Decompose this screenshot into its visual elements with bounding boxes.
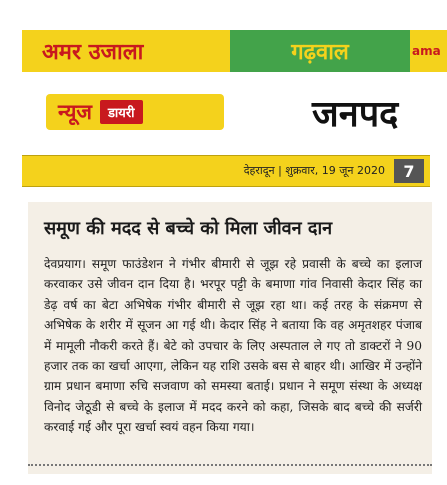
clipping-edge (28, 464, 432, 476)
edition-date: देहरादून | शुक्रवार, 19 जून 2020 (243, 164, 385, 177)
masthead (22, 30, 447, 72)
brand-name: अमर उजाला (42, 40, 144, 65)
article-body: देवप्रयाग। समूण फाउंडेशन ने गंभीर बीमारी से जूझ रहे प्रवासी के बच्चे का इलाज करवाकर उसे जीवन दान दिया है। भरपूर पट्टी के बमाणा गांव निवासी केदार सिंह का डेढ़ वर्ष का बेटा अभिषेक गंभीर बीमारी से जूझ रहा था। कई तरह के संक्रमण से अभिषेक के शरीर में सूजन आ गई थी। केदार सिंह ने बताया कि वह अमृतशहर पंजाब में मामूली नौकरी करते हैं। बेटे को उपचार के लिए अस्पताल ले गए तो डाक्टरों ने 90 हजार तक का खर्चा आएगा, लेकिन यह राशि उसके बस से बाहर थी। आखिर में उन्होंने ग्राम प्रधान बमाणा रुचि सजवाण को समस्या बताई। प्रधान ने समूण संस्था के अध्यक्ष विनोद जेठूडी से बच्चे के इलाज में मदद करने को कहा, जिसके बाद बच्चे की सर्जरी करवाई गई और पूरा खर्चा स्वयं वहन किया गया। (44, 257, 422, 435)
date-bar (22, 155, 430, 187)
region-banner (230, 30, 410, 72)
page-number: 7 (394, 159, 424, 183)
region-name: गढ़वाल (291, 40, 349, 65)
clipped-previous-text (38, 202, 422, 214)
brand-logo-partial-text: ama (412, 44, 441, 58)
news-diary-badge: डायरी (100, 100, 143, 124)
brand-logo (22, 30, 230, 72)
news-diary-row (22, 84, 447, 140)
news-diary-news: न्यूज (58, 100, 92, 124)
news-diary-logo (46, 94, 224, 130)
brand-logo-partial (410, 30, 447, 72)
district-title: जनपद (312, 93, 399, 135)
article-headline: समूण की मदद से बच्चे को मिला जीवन दान (44, 218, 333, 239)
article-clipping (28, 202, 432, 474)
